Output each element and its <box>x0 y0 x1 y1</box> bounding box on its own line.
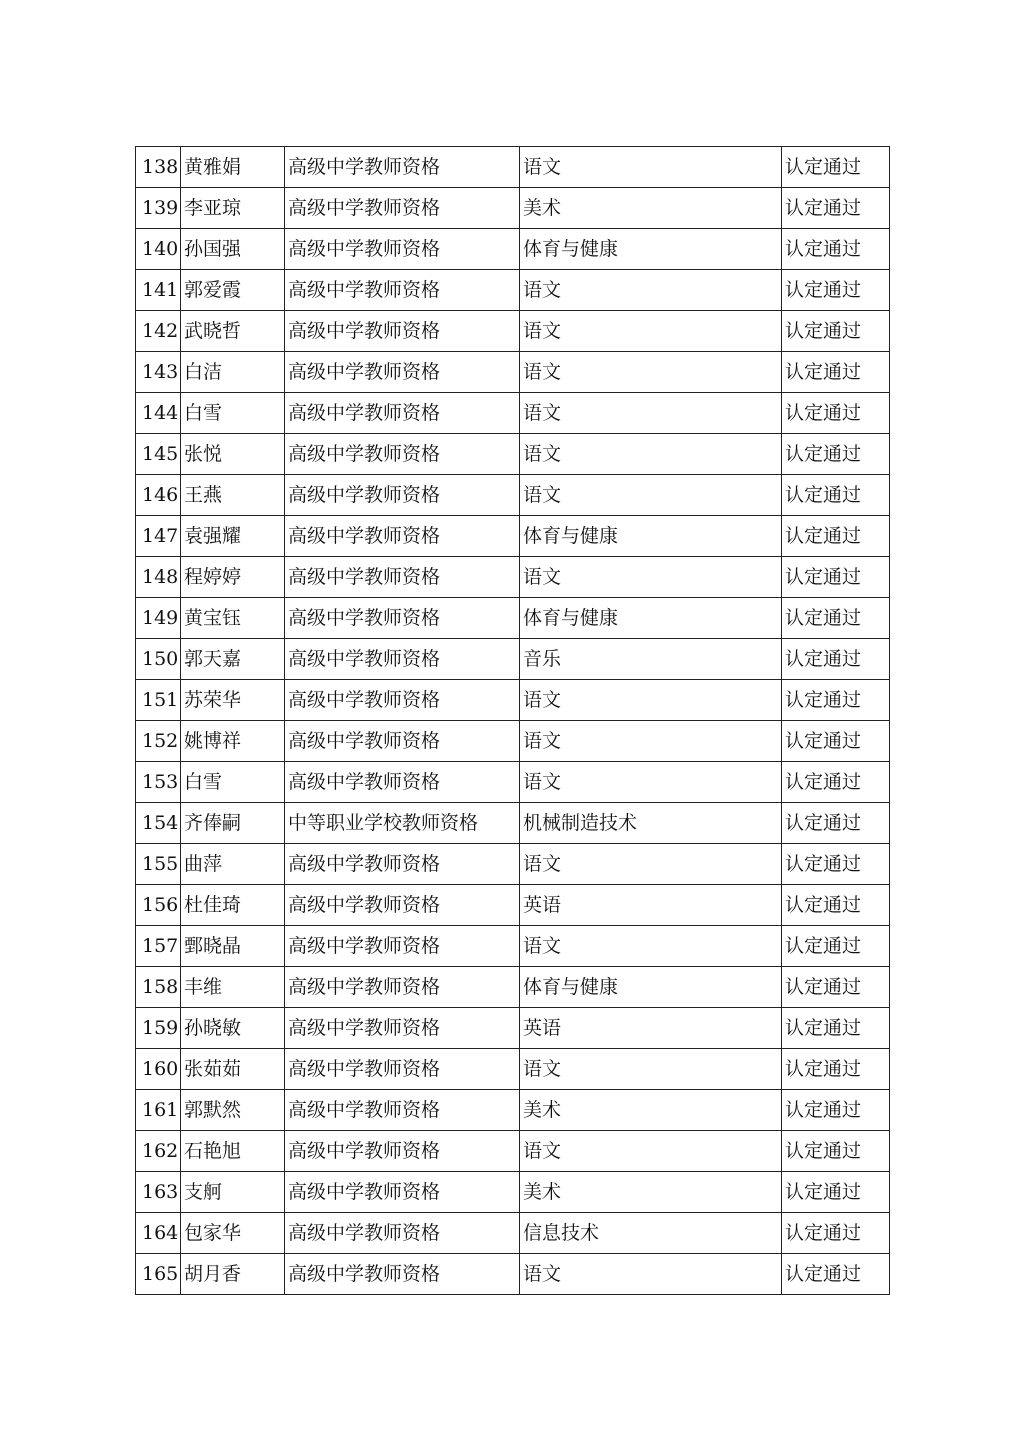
certificate-type-cell: 高级中学教师资格 <box>285 762 520 803</box>
result-status-cell: 认定通过 <box>782 1254 890 1295</box>
row-number-cell: 148 <box>136 557 181 598</box>
subject-cell: 语文 <box>520 1049 782 1090</box>
certificate-type-cell: 高级中学教师资格 <box>285 639 520 680</box>
certificate-type-cell: 高级中学教师资格 <box>285 352 520 393</box>
applicant-name-cell: 齐俸嗣 <box>181 803 285 844</box>
result-status-cell: 认定通过 <box>782 188 890 229</box>
result-status-cell: 认定通过 <box>782 598 890 639</box>
result-status-cell: 认定通过 <box>782 1090 890 1131</box>
row-number-cell: 161 <box>136 1090 181 1131</box>
applicant-name-cell: 白雪 <box>181 393 285 434</box>
row-number-cell: 147 <box>136 516 181 557</box>
result-status-cell: 认定通过 <box>782 475 890 516</box>
result-status-cell: 认定通过 <box>782 885 890 926</box>
subject-cell: 机械制造技术 <box>520 803 782 844</box>
applicant-name-cell: 黄雅娟 <box>181 147 285 188</box>
applicant-name-cell: 支舸 <box>181 1172 285 1213</box>
certificate-type-cell: 高级中学教师资格 <box>285 434 520 475</box>
applicant-name-cell: 胡月香 <box>181 1254 285 1295</box>
table-row <box>136 188 890 229</box>
applicant-name-cell: 杜佳琦 <box>181 885 285 926</box>
row-number-cell: 153 <box>136 762 181 803</box>
row-number-cell: 139 <box>136 188 181 229</box>
subject-cell: 语文 <box>520 270 782 311</box>
subject-cell: 语文 <box>520 1131 782 1172</box>
certificate-type-cell: 高级中学教师资格 <box>285 1131 520 1172</box>
applicant-name-cell: 孙国强 <box>181 229 285 270</box>
row-number-cell: 146 <box>136 475 181 516</box>
subject-cell: 语文 <box>520 311 782 352</box>
subject-cell: 美术 <box>520 1090 782 1131</box>
certificate-type-cell: 高级中学教师资格 <box>285 1049 520 1090</box>
table-row <box>136 721 890 762</box>
applicant-name-cell: 郭爱霞 <box>181 270 285 311</box>
row-number-cell: 164 <box>136 1213 181 1254</box>
result-status-cell: 认定通过 <box>782 803 890 844</box>
row-number-cell: 152 <box>136 721 181 762</box>
row-number-cell: 150 <box>136 639 181 680</box>
applicant-name-cell: 黄宝钰 <box>181 598 285 639</box>
subject-cell: 美术 <box>520 188 782 229</box>
certificate-type-cell: 高级中学教师资格 <box>285 1008 520 1049</box>
row-number-cell: 143 <box>136 352 181 393</box>
row-number-cell: 138 <box>136 147 181 188</box>
table-row <box>136 1213 890 1254</box>
row-number-cell: 165 <box>136 1254 181 1295</box>
applicant-name-cell: 李亚琼 <box>181 188 285 229</box>
row-number-cell: 151 <box>136 680 181 721</box>
subject-cell: 语文 <box>520 475 782 516</box>
certificate-type-cell: 高级中学教师资格 <box>285 229 520 270</box>
result-status-cell: 认定通过 <box>782 393 890 434</box>
table-row <box>136 967 890 1008</box>
table-row <box>136 1131 890 1172</box>
subject-cell: 语文 <box>520 557 782 598</box>
table-row <box>136 844 890 885</box>
row-number-cell: 154 <box>136 803 181 844</box>
table-row <box>136 598 890 639</box>
applicant-name-cell: 曲萍 <box>181 844 285 885</box>
subject-cell: 信息技术 <box>520 1213 782 1254</box>
certificate-type-cell: 高级中学教师资格 <box>285 680 520 721</box>
certificate-type-cell: 高级中学教师资格 <box>285 967 520 1008</box>
result-status-cell: 认定通过 <box>782 1049 890 1090</box>
applicant-name-cell: 袁强耀 <box>181 516 285 557</box>
result-status-cell: 认定通过 <box>782 229 890 270</box>
table-row <box>136 1008 890 1049</box>
certificate-type-cell: 高级中学教师资格 <box>285 1172 520 1213</box>
result-status-cell: 认定通过 <box>782 147 890 188</box>
certification-table <box>135 146 890 1295</box>
table-row <box>136 229 890 270</box>
certificate-type-cell: 高级中学教师资格 <box>285 147 520 188</box>
table-row <box>136 434 890 475</box>
table-row <box>136 803 890 844</box>
row-number-cell: 140 <box>136 229 181 270</box>
applicant-name-cell: 郭默然 <box>181 1090 285 1131</box>
subject-cell: 英语 <box>520 1008 782 1049</box>
subject-cell: 语文 <box>520 147 782 188</box>
table-row <box>136 557 890 598</box>
row-number-cell: 157 <box>136 926 181 967</box>
row-number-cell: 159 <box>136 1008 181 1049</box>
applicant-name-cell: 张悦 <box>181 434 285 475</box>
applicant-name-cell: 鄄晓晶 <box>181 926 285 967</box>
certificate-type-cell: 中等职业学校教师资格 <box>285 803 520 844</box>
result-status-cell: 认定通过 <box>782 352 890 393</box>
row-number-cell: 144 <box>136 393 181 434</box>
row-number-cell: 145 <box>136 434 181 475</box>
certificate-type-cell: 高级中学教师资格 <box>285 1213 520 1254</box>
result-status-cell: 认定通过 <box>782 434 890 475</box>
result-status-cell: 认定通过 <box>782 680 890 721</box>
applicant-name-cell: 石艳旭 <box>181 1131 285 1172</box>
applicant-name-cell: 白雪 <box>181 762 285 803</box>
certificate-type-cell: 高级中学教师资格 <box>285 926 520 967</box>
table-row <box>136 1172 890 1213</box>
result-status-cell: 认定通过 <box>782 926 890 967</box>
subject-cell: 英语 <box>520 885 782 926</box>
result-status-cell: 认定通过 <box>782 721 890 762</box>
applicant-name-cell: 程婷婷 <box>181 557 285 598</box>
result-status-cell: 认定通过 <box>782 639 890 680</box>
result-status-cell: 认定通过 <box>782 270 890 311</box>
subject-cell: 体育与健康 <box>520 516 782 557</box>
subject-cell: 体育与健康 <box>520 229 782 270</box>
table-row <box>136 475 890 516</box>
applicant-name-cell: 郭天嘉 <box>181 639 285 680</box>
table-row <box>136 1090 890 1131</box>
applicant-name-cell: 张茹茹 <box>181 1049 285 1090</box>
subject-cell: 语文 <box>520 393 782 434</box>
result-status-cell: 认定通过 <box>782 1008 890 1049</box>
subject-cell: 美术 <box>520 1172 782 1213</box>
certificate-type-cell: 高级中学教师资格 <box>285 1090 520 1131</box>
table-row <box>136 393 890 434</box>
table-body <box>136 147 890 1295</box>
result-status-cell: 认定通过 <box>782 1131 890 1172</box>
certificate-type-cell: 高级中学教师资格 <box>285 311 520 352</box>
certificate-type-cell: 高级中学教师资格 <box>285 598 520 639</box>
subject-cell: 语文 <box>520 844 782 885</box>
certificate-type-cell: 高级中学教师资格 <box>285 1254 520 1295</box>
certificate-type-cell: 高级中学教师资格 <box>285 721 520 762</box>
table-row <box>136 1049 890 1090</box>
table-row <box>136 516 890 557</box>
applicant-name-cell: 武晓哲 <box>181 311 285 352</box>
table-row <box>136 680 890 721</box>
subject-cell: 语文 <box>520 1254 782 1295</box>
certificate-type-cell: 高级中学教师资格 <box>285 270 520 311</box>
row-number-cell: 163 <box>136 1172 181 1213</box>
result-status-cell: 认定通过 <box>782 844 890 885</box>
subject-cell: 语文 <box>520 352 782 393</box>
table-row <box>136 639 890 680</box>
row-number-cell: 155 <box>136 844 181 885</box>
row-number-cell: 158 <box>136 967 181 1008</box>
applicant-name-cell: 包家华 <box>181 1213 285 1254</box>
result-status-cell: 认定通过 <box>782 762 890 803</box>
subject-cell: 语文 <box>520 680 782 721</box>
applicant-name-cell: 苏荣华 <box>181 680 285 721</box>
subject-cell: 体育与健康 <box>520 967 782 1008</box>
result-status-cell: 认定通过 <box>782 516 890 557</box>
row-number-cell: 156 <box>136 885 181 926</box>
row-number-cell: 162 <box>136 1131 181 1172</box>
table-row <box>136 352 890 393</box>
applicant-name-cell: 白洁 <box>181 352 285 393</box>
subject-cell: 语文 <box>520 762 782 803</box>
result-status-cell: 认定通过 <box>782 1213 890 1254</box>
row-number-cell: 149 <box>136 598 181 639</box>
certificate-type-cell: 高级中学教师资格 <box>285 516 520 557</box>
row-number-cell: 160 <box>136 1049 181 1090</box>
subject-cell: 体育与健康 <box>520 598 782 639</box>
row-number-cell: 141 <box>136 270 181 311</box>
table-row <box>136 885 890 926</box>
certificate-type-cell: 高级中学教师资格 <box>285 393 520 434</box>
certificate-type-cell: 高级中学教师资格 <box>285 475 520 516</box>
table-row <box>136 147 890 188</box>
table-row <box>136 926 890 967</box>
result-status-cell: 认定通过 <box>782 1172 890 1213</box>
table-row <box>136 270 890 311</box>
table-row <box>136 311 890 352</box>
subject-cell: 语文 <box>520 434 782 475</box>
applicant-name-cell: 王燕 <box>181 475 285 516</box>
applicant-name-cell: 孙晓敏 <box>181 1008 285 1049</box>
result-status-cell: 认定通过 <box>782 557 890 598</box>
subject-cell: 语文 <box>520 926 782 967</box>
table-row <box>136 762 890 803</box>
certificate-type-cell: 高级中学教师资格 <box>285 188 520 229</box>
result-status-cell: 认定通过 <box>782 311 890 352</box>
table-row <box>136 1254 890 1295</box>
row-number-cell: 142 <box>136 311 181 352</box>
applicant-name-cell: 丰维 <box>181 967 285 1008</box>
applicant-name-cell: 姚博祥 <box>181 721 285 762</box>
subject-cell: 语文 <box>520 721 782 762</box>
certificate-type-cell: 高级中学教师资格 <box>285 885 520 926</box>
certificate-type-cell: 高级中学教师资格 <box>285 557 520 598</box>
result-status-cell: 认定通过 <box>782 967 890 1008</box>
subject-cell: 音乐 <box>520 639 782 680</box>
certificate-type-cell: 高级中学教师资格 <box>285 844 520 885</box>
